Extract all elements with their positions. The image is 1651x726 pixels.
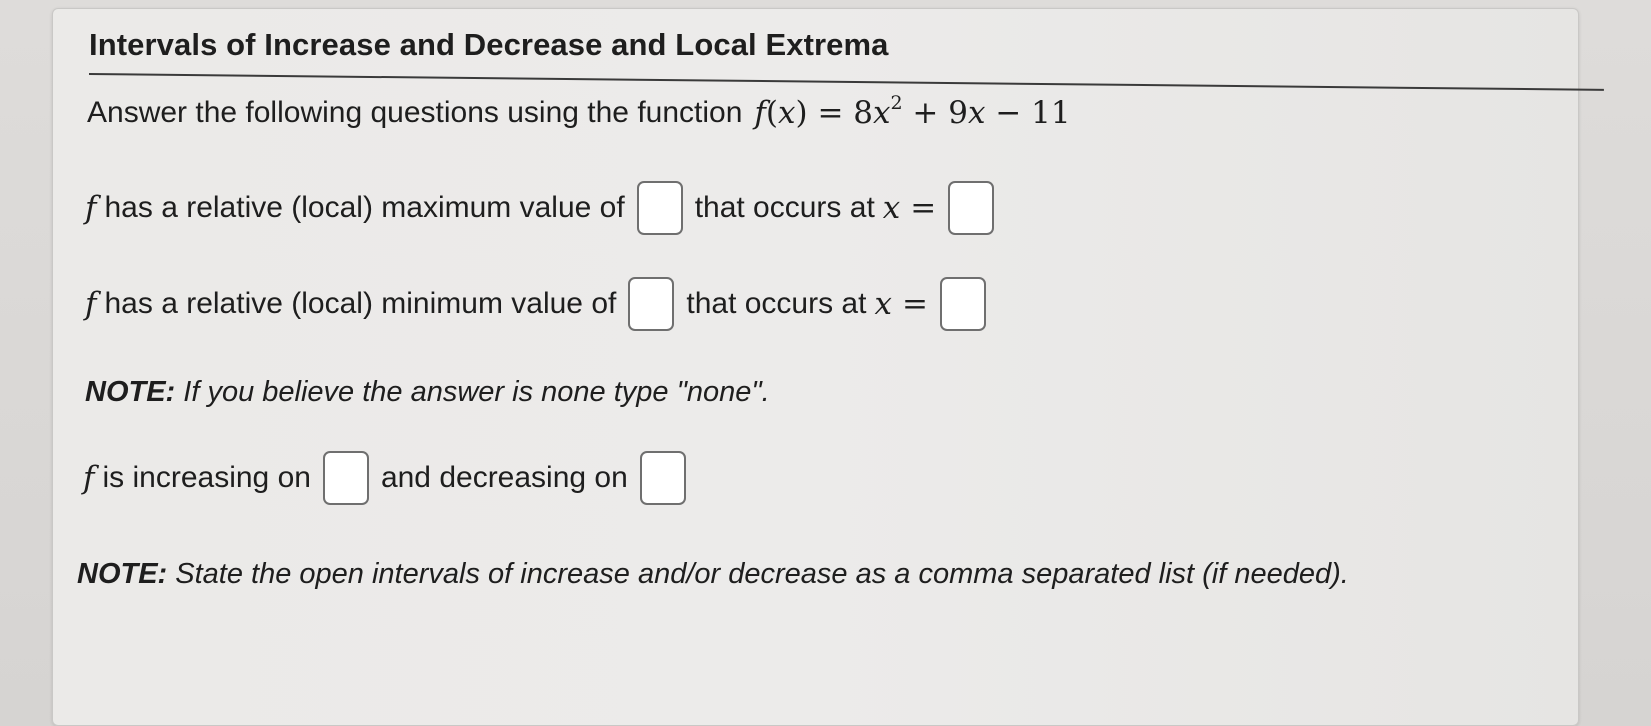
max-occurs-label: that occurs at [694,191,875,224]
page-title: Intervals of Increase and Decrease and Local Extrema [89,27,889,62]
min-occurs-label: that occurs at [686,287,867,320]
note-label: NOTE: [77,558,168,590]
decreasing-label: and decreasing on [380,461,628,494]
note-none [85,369,770,415]
decreasing-input[interactable] [640,451,686,505]
note-text: If you believe the answer is none type "none". [175,376,770,408]
f-symbol: f [85,190,97,226]
max-value-input[interactable] [637,181,683,235]
min-value-input[interactable] [628,277,674,331]
f-symbol: f [83,460,95,496]
min-label: has a relative (local) minimum value of [104,287,617,320]
f-symbol: f [85,286,97,322]
intro-line [87,92,1071,131]
max-x-input[interactable] [948,181,994,235]
min-x-input[interactable] [940,277,986,331]
title-divider [89,73,1604,91]
max-label: has a relative (local) maximum value of [104,191,625,224]
intro-text: Answer the following questions using the function [87,96,743,129]
max-line: f has a relative (local) maximum value of that occurs at x = [85,181,1006,235]
min-line: f has a relative (local) minimum value of that occurs at x = [85,277,998,331]
increasing-input[interactable] [323,451,369,505]
question-card [52,8,1579,726]
function-expression: $f(x) = 8x^2 + 9x - 11$ [754,92,1071,131]
note-text: State the open intervals of increase and/or decrease as a comma separated list (if needed). [167,558,1349,590]
note-intervals [77,551,1397,597]
increasing-label: is increasing on [102,461,311,494]
monotone-line [83,451,698,505]
note-label: NOTE: [85,376,176,408]
